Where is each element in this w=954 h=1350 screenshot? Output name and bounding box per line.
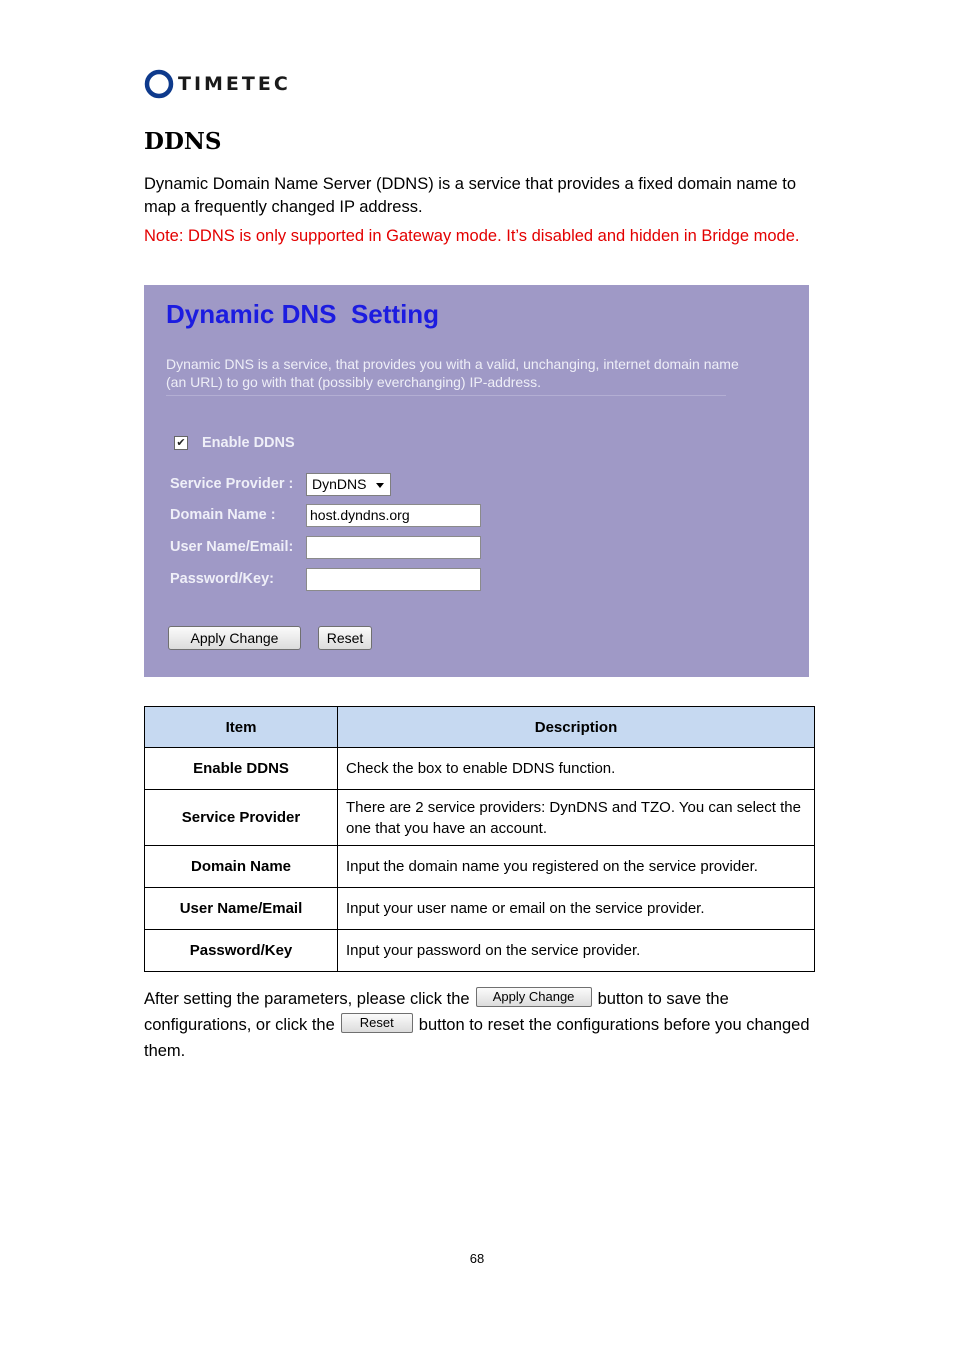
row-item: Password/Key	[145, 930, 338, 972]
table-row	[145, 930, 815, 972]
row-item: Enable DDNS	[145, 748, 338, 790]
checkmark-icon: ✔	[176, 437, 186, 449]
enable-ddns-checkbox[interactable]	[174, 436, 188, 450]
password-input[interactable]	[306, 568, 481, 591]
header-description: Description	[338, 707, 815, 748]
table-row	[145, 748, 815, 790]
note-paragraph: Note: DDNS is only supported in Gateway mode. It’s disabled and hidden in Bridge mode.	[144, 227, 800, 245]
row-item: Service Provider	[145, 790, 338, 846]
after-text-1: After setting the parameters, please click the	[144, 990, 470, 1008]
service-provider-select[interactable]	[306, 473, 391, 496]
enable-ddns-label: Enable DDNS	[202, 435, 295, 451]
brand-name: TIMETEC	[178, 73, 291, 95]
enable-ddns-row	[174, 435, 295, 451]
row-description: Check the box to enable DDNS function.	[338, 748, 815, 790]
table-row	[145, 846, 815, 888]
table-header-row	[145, 707, 815, 748]
domain-name-input[interactable]	[306, 504, 481, 527]
username-label: User Name/Email:	[170, 539, 294, 555]
intro-paragraph: Dynamic Domain Name Server (DDNS) is a service that provides a fixed domain name to map a frequently changed IP address.	[144, 175, 796, 216]
screenshot-description: Dynamic DNS is a service, that provides you with a valid, unchanging, internet domain name (an URL) to go with that (possibly everchanging) IP-address.	[166, 356, 739, 390]
page-title: DDNS	[144, 128, 222, 155]
row-description: There are 2 service providers: DynDNS and TZO. You can select the one that you have an account.	[338, 790, 815, 846]
domain-name-value: host.dyndns.org	[310, 507, 410, 523]
row-item: User Name/Email	[145, 888, 338, 930]
table-row	[145, 790, 815, 846]
brand-logo	[144, 68, 291, 100]
row-description: Input your user name or email on the service provider.	[338, 888, 815, 930]
inline-reset-button: Reset	[341, 1013, 413, 1033]
username-input[interactable]	[306, 536, 481, 559]
header-item: Item	[145, 707, 338, 748]
settings-description-table	[144, 706, 815, 972]
divider	[166, 395, 726, 396]
after-setting-paragraph	[144, 986, 824, 1064]
row-item: Domain Name	[145, 846, 338, 888]
ddns-settings-screenshot	[144, 285, 809, 677]
domain-name-label: Domain Name :	[170, 507, 276, 523]
service-provider-label: Service Provider :	[170, 476, 294, 492]
reset-button[interactable]: Reset	[318, 626, 372, 650]
after-text-3: button to reset the configurations before you changed them.	[144, 1016, 810, 1060]
password-label: Password/Key:	[170, 571, 274, 587]
row-description: Input your password on the service provider.	[338, 930, 815, 972]
after-text-2: button to save the configurations, or click the	[144, 990, 729, 1034]
apply-change-button[interactable]: Apply Change	[168, 626, 301, 650]
inline-apply-change-button: Apply Change	[476, 987, 592, 1007]
logo-ring-icon	[144, 69, 174, 99]
service-provider-value: DynDNS	[312, 476, 367, 492]
chevron-down-icon	[376, 483, 384, 488]
page-number: 68	[469, 1251, 485, 1266]
screenshot-title: Dynamic DNS Setting	[166, 299, 440, 329]
table-row	[145, 888, 815, 930]
row-description: Input the domain name you registered on the service provider.	[338, 846, 815, 888]
